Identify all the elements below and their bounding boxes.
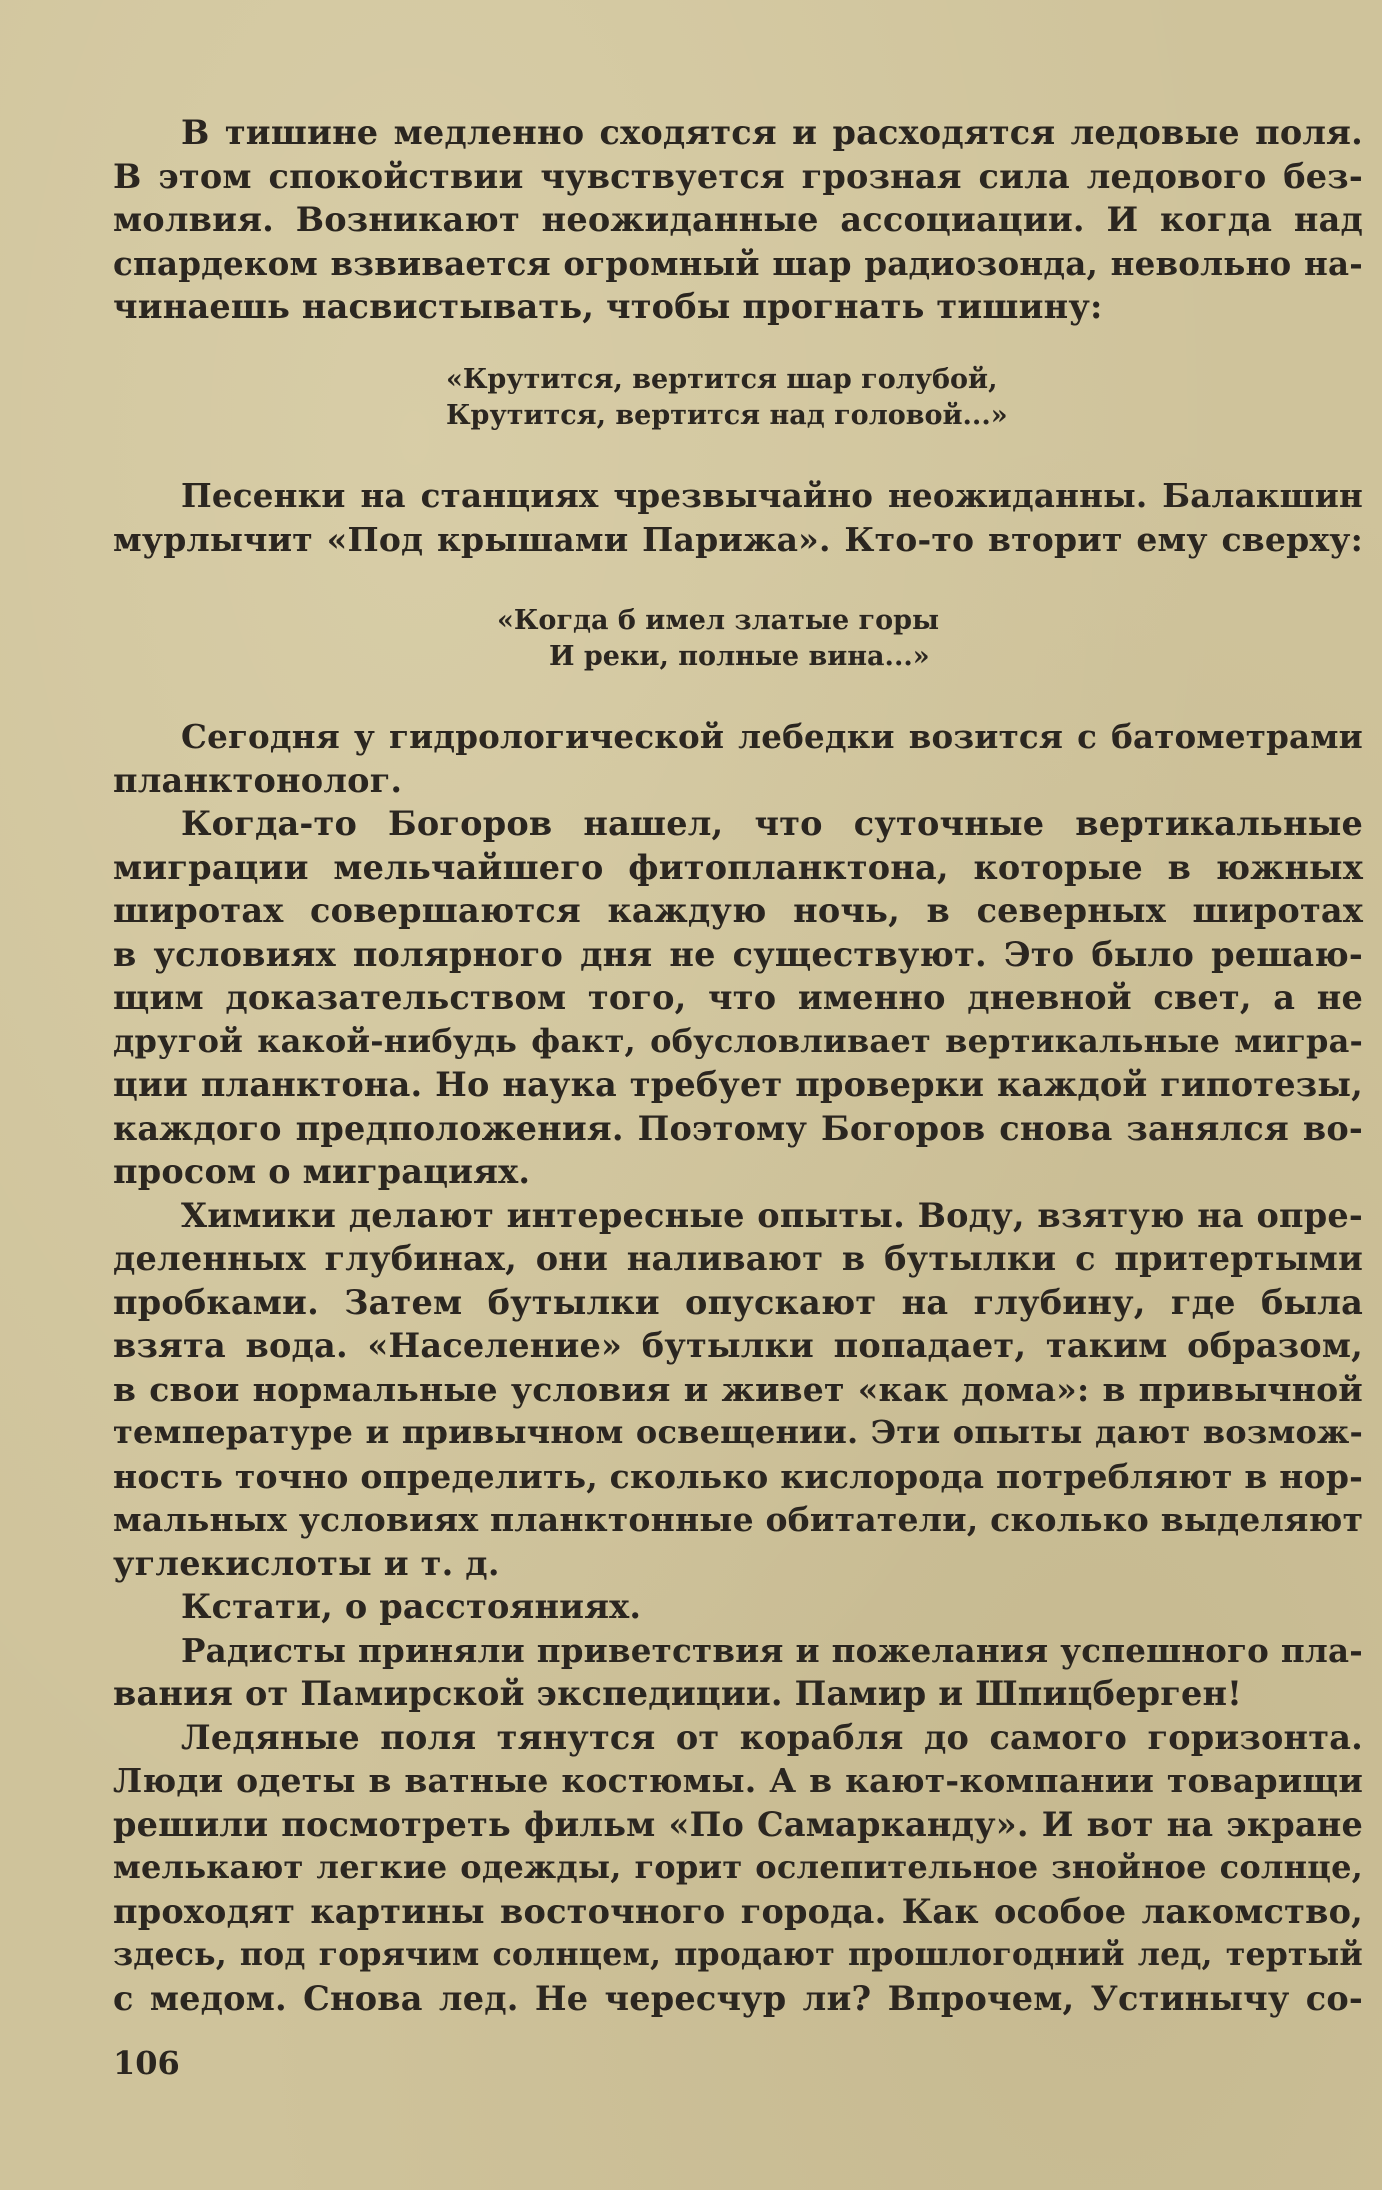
text-line: В этом спокойствии чувствуется грозная сила ледового без-	[113, 156, 1363, 196]
text-line: температуре и привычном освещении. Эти опыты дают возмож-	[113, 1413, 1363, 1451]
text-line: решили посмотреть фильм «По Самарканду». И вот на экране	[113, 1804, 1363, 1844]
paragraph-songs	[113, 474, 1363, 561]
text-line: В тишине медленно сходятся и расходятся ледовые поля.	[181, 113, 1363, 152]
text-line: спардеком взвивается огромный шар радиозонда, невольно на-	[113, 243, 1363, 283]
text-line: мальных условиях планктонные обитатели, сколько выделяют	[113, 1500, 1364, 1539]
page-number: 106	[113, 2044, 180, 2082]
text-line: чинаешь насвистывать, чтобы прогнать тишину:	[113, 287, 1103, 326]
text-line: ции планктона. Но наука требует проверки каждой гипотезы,	[113, 1065, 1363, 1104]
text-line: мурлычит «Под крышами Парижа». Кто-то вторит ему сверху:	[113, 519, 1363, 559]
text-line: молвия. Возникают неожиданные ассоциации. И когда над	[113, 200, 1363, 239]
paragraph-ice-fields	[113, 111, 1363, 329]
paragraph-main-body	[113, 715, 1363, 2020]
text-line: Сегодня у гидрологической лебедки возится с батометрами	[181, 717, 1363, 756]
text-line: Ледяные поля тянутся от корабля до самого горизонта.	[181, 1717, 1363, 1757]
verse-line: «Когда б имел златые горы	[497, 605, 940, 636]
text-line: каждого предположения. Поэтому Богоров снова занялся во-	[113, 1108, 1363, 1148]
text-line: деленных глубинах, они наливают в бутылки с притертыми	[113, 1239, 1363, 1278]
text-line: проходят картины восточного города. Как особое лакомство,	[113, 1891, 1363, 1931]
verse-quote-golden-mountains	[497, 603, 939, 675]
text-line: с медом. Снова лед. Не чересчур ли? Впрочем, Устинычу со-	[113, 1978, 1363, 2018]
text-line: пробками. Затем бутылки опускают на глубину, где была	[113, 1282, 1363, 1322]
text-line: в свои нормальные условия и живет «как дома»: в привычной	[113, 1369, 1363, 1409]
text-line: в условиях полярного дня не существуют. Это было решаю-	[113, 934, 1363, 974]
text-line: Кстати, о расстояниях.	[181, 1587, 642, 1626]
text-line: углекислоты и т. д.	[113, 1543, 500, 1583]
text-line: ность точно определить, сколько кислорода потребляют в нор-	[113, 1456, 1363, 1496]
text-line: Радисты приняли приветствия и пожелания успешного пла-	[181, 1630, 1363, 1670]
text-line: Когда-то Богоров нашел, что суточные вертикальные	[181, 804, 1363, 843]
text-line: планктонолог.	[113, 760, 403, 800]
text-line: Люди одеты в ватные костюмы. А в кают-компании товарищи	[113, 1761, 1363, 1800]
text-line: миграции мельчайшего фитопланктона, которые в южных	[113, 847, 1363, 887]
text-line: взята вода. «Население» бутылки попадает, таким образом,	[113, 1326, 1363, 1365]
text-line: здесь, под горячим солнцем, продают прошлогодний лед, тертый	[113, 1936, 1363, 1973]
verse-line: И реки, полные вина...»	[549, 641, 930, 672]
verse-line: Крутится, вертится над головой...»	[446, 400, 1008, 431]
text-line: Химики делают интересные опыты. Воду, взятую на опре-	[181, 1195, 1363, 1235]
text-line: Песенки на станциях чрезвычайно неожиданны. Балакшин	[181, 476, 1363, 515]
text-line: вания от Памирской экспедиции. Памир и Шпицберген!	[113, 1674, 1243, 1713]
verse-line: «Крутится, вертится шар голубой,	[446, 364, 998, 395]
text-line: щим доказательством того, что именно дневной свет, а не	[113, 978, 1363, 1017]
verse-quote-balloon	[446, 362, 1008, 434]
text-line: просом о миграциях.	[113, 1152, 531, 1191]
text-line: широтах совершаются каждую ночь, в северных широтах	[113, 891, 1363, 930]
text-line: другой какой-нибудь факт, обусловливает вертикальные мигра-	[113, 1021, 1363, 1060]
text-line: мелькают легкие одежды, горит ослепительное знойное солнце,	[113, 1848, 1363, 1886]
